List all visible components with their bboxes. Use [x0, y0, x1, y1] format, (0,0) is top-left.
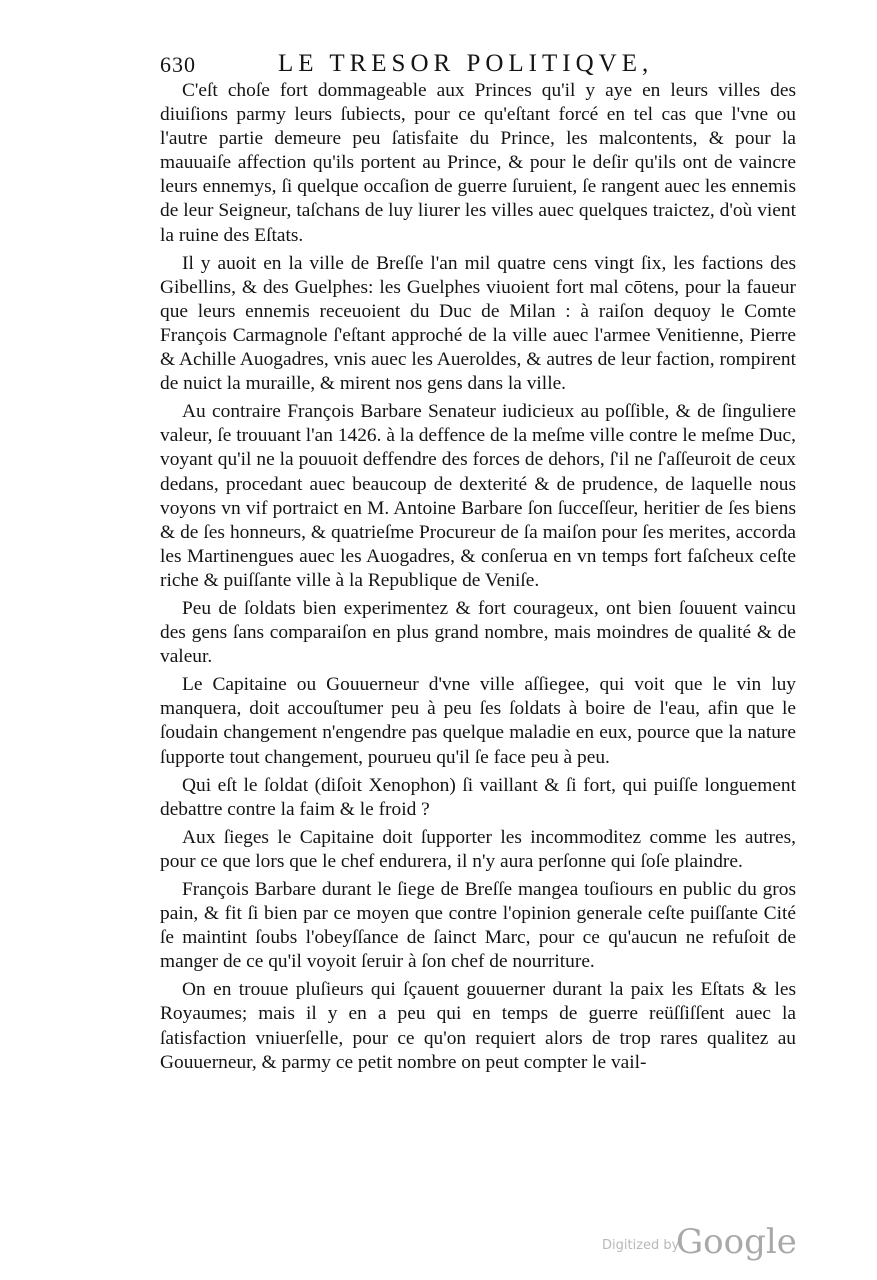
paragraph: C'eſt choſe fort dommageable aux Princes qu'il y aye en leurs villes des diuiſions parmy leurs ſubiects, pour ce qu'eſtant forcé en tel cas que l'vne ou l'autre partie demeure peu ſatisfaite du Prince, les malcontents, & pour la mauuaiſe affection qu'ils portent au Prince, & pour le deſir qu'ils ont de vaincre leurs ennemys, ſi quelque occaſion de guerre ſuruient, ſe rangent auec les ennemis de leur Seigneur, taſchans de luy liurer les villes auec quelques traictez, d'où vient la ruine des Eſtats.: [160, 80, 796, 246]
page-number: 630: [160, 52, 196, 77]
paragraph: Il y auoit en la ville de Breſſe l'an mil quatre cens vingt ſix, les factions des Gibellins, & des Guelphes: les Guelphes viuoient fort mal cōtens, pour la faueur que leurs ennemis receuoient du Duc de Milan : à raiſon dequoy le Comte François Carmagnole ſ'eſtant approché de la ville auec l'armee Venitienne, Pierre & Achille Auogadres, vnis auec les Aueroldes, & autres de leur faction, rompirent de nuict la muraille, & mirent nos gens dans la ville.: [160, 252, 796, 395]
running-title: LE TRESOR POLITIQVE,: [278, 50, 654, 77]
paragraph: Aux ſieges le Capitaine doit ſupporter les incommoditez comme les autres, pour ce que lors que le chef endurera, il n'y aura perſonne qui ſoſe plaindre.: [160, 826, 796, 872]
digitized-watermark: [602, 1222, 802, 1268]
paragraph: Le Capitaine ou Gouuerneur d'vne ville aſſiegee, qui voit que le vin luy manquera, doit accouſtumer peu à peu ſes ſoldats à boire de l'eau, afin que le ſoudain changement n'engendre pas quelque maladie en eux, pource que la nature ſupporte tout changement, pourueu qu'il ſe face peu à peu.: [160, 674, 796, 768]
paragraph: On en trouue pluſieurs qui ſçauent gouuerner durant la paix les Eſtats & les Royaumes; mais il y en a peu qui en temps de guerre reüſſiſſent auec la ſatisfaction vniuerſelle, pour ce qu'on requiert alors de trop rares qualitez au Gouuerneur, & parmy ce petit nombre on peut compter le vail-: [160, 979, 796, 1073]
paragraph: François Barbare durant le ſiege de Breſſe mangea touſiours en public du gros pain, & fit ſi bien par ce moyen que contre l'opinion generale ceſte puiſſante Cité ſe maintint ſoubs l'obeyſſance de ſainct Marc, pour ce qu'aucun ne refuſoit de manger de ce qu'il voyoit ſeruir à ſon chef de nourriture.: [160, 879, 796, 973]
digitized-label: Digitized by: [602, 1238, 680, 1253]
paragraph: Qui eſt le ſoldat (diſoit Xenophon) ſi vaillant & ſi fort, qui puiſſe longuement debattre contre la faim & le froid ?: [160, 774, 796, 820]
page-header: [160, 50, 780, 82]
paragraph: Peu de ſoldats bien experimentez & fort courageux, ont bien ſouuent vaincu des gens ſans comparaiſon en plus grand nombre, mais moindres de qualité & de valeur.: [160, 597, 796, 668]
google-logo: Google: [676, 1222, 797, 1262]
body-text: [160, 79, 796, 1075]
paragraph: Au contraire François Barbare Senateur iudicieux au poſſible, & de ſinguliere valeur, ſe trouuant l'an 1426. à la deffence de la meſme ville contre le meſme Duc, voyant qu'il ne la pouuoit deffendre des forces de dehors, ſ'il ne ſ'aſſeuroit de ceux dedans, procedant auec beaucoup de dexterité & de prudence, de laquelle nous voyons vn vif portraict en M. Antoine Barbare ſon ſucceſſeur, heritier de ſes biens & de ſes honneurs, & quatrieſme Procureur de ſa maiſon pour ſes merites, accorda les Martinengues auec les Auogadres, & conſerua en vn temps fort faſcheux ceſte riche & puiſſante ville à la Republique de Veniſe.: [160, 401, 796, 591]
